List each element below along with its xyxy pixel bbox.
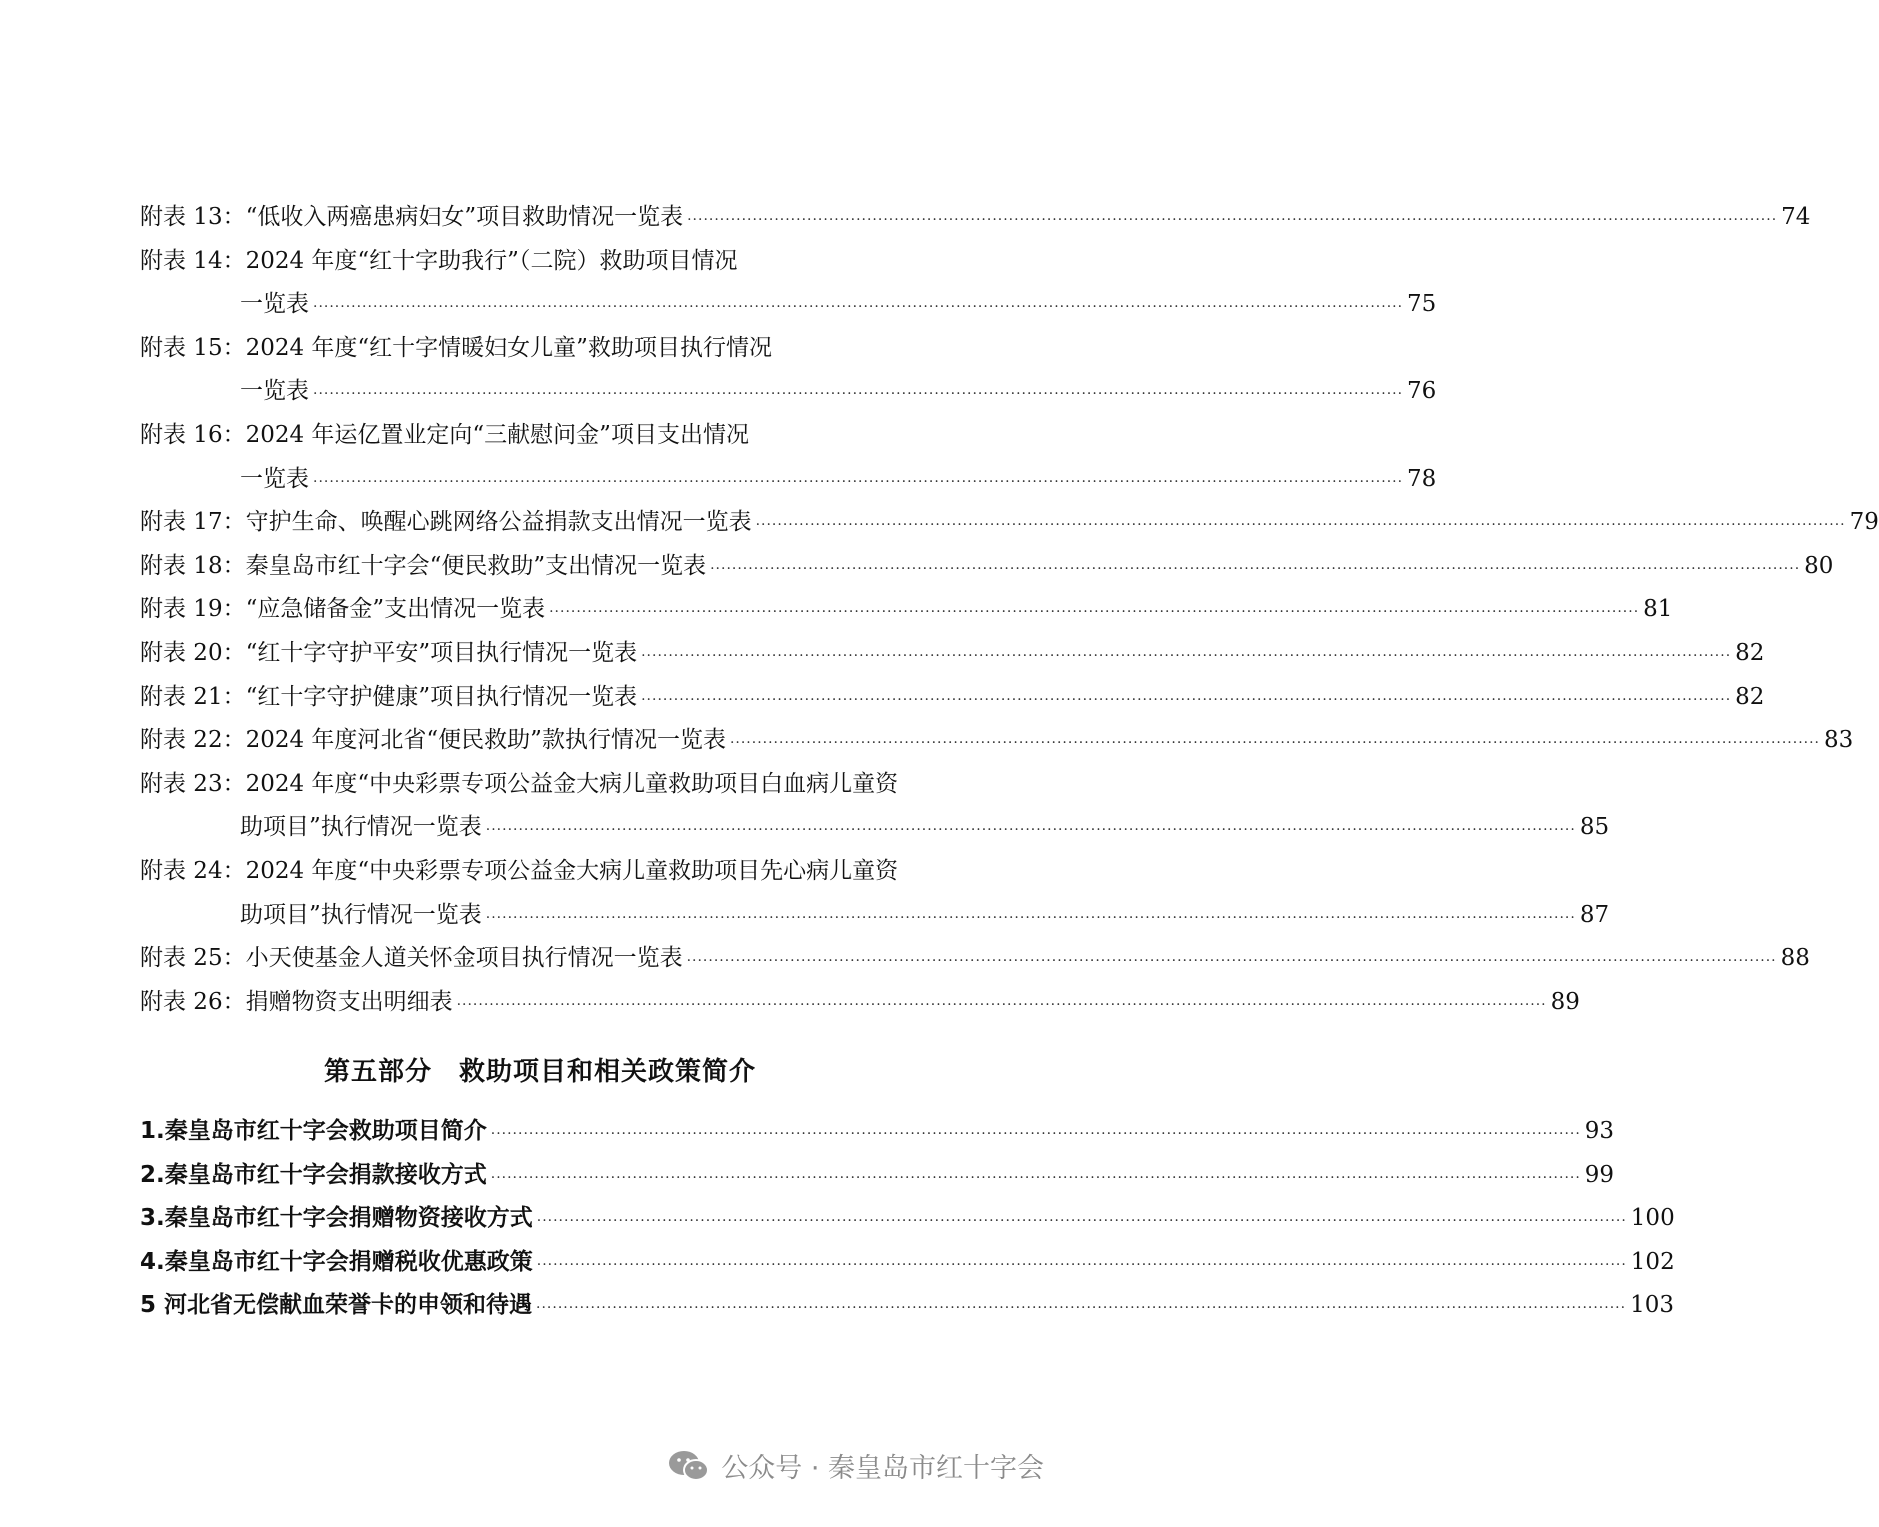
toc-entry-page: 78 [1407, 465, 1437, 492]
toc-entry[interactable] [140, 1284, 1674, 1328]
toc-entry[interactable] [140, 981, 1580, 1025]
toc-entry-label: 附表 24：2024 年度“中央彩票专项公益金大病儿童救助项目先心病儿童资 [140, 857, 899, 884]
toc-entry-page: 82 [1735, 683, 1765, 710]
toc-entry-page: 74 [1781, 204, 1811, 230]
toc-entry-page: 81 [1643, 596, 1673, 623]
toc-entry-label: 2.秦皇岛市红十字会捐款接收方式 [140, 1161, 487, 1188]
toc-entry-label: 附表 26：捐赠物资支出明细表 [140, 988, 453, 1015]
leader-dots: ········································································································································································································ [536, 1256, 1627, 1273]
toc-entry[interactable] [140, 283, 1437, 327]
leader-dots: ········································································································································································································ [536, 1300, 1627, 1317]
toc-entry-page: 87 [1579, 901, 1610, 928]
toc-entry[interactable] [140, 501, 1879, 545]
toc-entry-label: 一览表 [240, 291, 309, 318]
leader-dots: ········································································································································································································ [729, 735, 1820, 752]
leader-dots: ········································································································································································································ [456, 996, 1547, 1013]
toc-entry-label: 附表 19：“应急储备金”支出情况一览表 [140, 596, 546, 623]
toc-entry-label: 4.秦皇岛市红十字会捐赠税收优惠政策 [140, 1248, 533, 1275]
toc-entry[interactable] [140, 458, 1437, 502]
leader-dots: ········································································································································································································ [536, 1213, 1627, 1230]
toc-entry-label: 助项目”执行情况一览表 [240, 901, 482, 928]
toc-entry[interactable] [140, 196, 1811, 240]
toc-entry-page: 103 [1630, 1292, 1674, 1319]
toc-entry-page: 89 [1550, 988, 1580, 1015]
toc-entry-label: 3.秦皇岛市红十字会捐赠物资接收方式 [140, 1205, 533, 1232]
toc-entry-label: 附表 22：2024 年度河北省“便民救助”款执行情况一览表 [140, 727, 726, 754]
toc-entry-label: 附表 15：2024 年度“红十字情暖妇女儿童”救助项目执行情况 [140, 334, 772, 361]
leader-dots: ········································································································································································································ [755, 517, 1846, 534]
section-title: 第五部分 救助项目和相关政策简介 [323, 1057, 756, 1087]
leader-dots: ········································································································································································································ [490, 1126, 1581, 1142]
toc-entry[interactable] [140, 937, 1810, 981]
leader-dots: ········································································································································································································ [687, 212, 1778, 228]
toc-entry-label: 附表 25：小天使基金人道关怀金项目执行情况一览表 [140, 945, 683, 972]
toc-entry[interactable] [140, 806, 1610, 850]
toc-entry-label: 附表 20：“红十字守护平安”项目执行情况一览表 [140, 639, 638, 666]
leader-dots: ········································································································································································································ [710, 560, 1801, 577]
toc-entry-page: 79 [1849, 509, 1879, 536]
toc-entry[interactable] [140, 676, 1765, 720]
toc-entry-label: 5 河北省无偿献血荣誉卡的申领和待遇 [140, 1292, 533, 1319]
toc-entry[interactable] [140, 545, 1834, 589]
toc-entry-page: 85 [1579, 814, 1610, 841]
appendix-toc [140, 196, 1879, 1024]
toc-entry-label: 附表 16：2024 年运亿置业定向“三献慰问金”项目支出情况 [140, 421, 749, 448]
leader-dots: ········································································································································································································ [313, 299, 1404, 316]
toc-entry-label: 附表 21：“红十字守护健康”项目执行情况一览表 [140, 683, 638, 710]
toc-entry[interactable] [140, 1110, 1615, 1154]
toc-entry-page: 82 [1735, 639, 1765, 666]
watermark [667, 1446, 1044, 1485]
toc-entry-label: 一览表 [240, 465, 309, 492]
toc-entry-label: 一览表 [240, 378, 309, 405]
toc-entry-label: 1.秦皇岛市红十字会救助项目简介 [140, 1118, 487, 1144]
toc-entry[interactable] [140, 327, 922, 371]
toc-entry-page: 75 [1407, 291, 1437, 318]
toc-entry[interactable] [140, 588, 1673, 632]
toc-entry[interactable] [140, 894, 1610, 938]
toc-entry[interactable] [140, 850, 922, 894]
toc-entry-label: 附表 23：2024 年度“中央彩票专项公益金大病儿童救助项目白血病儿童资 [140, 770, 899, 797]
toc-entry[interactable] [140, 719, 1854, 763]
leader-dots: ········································································································································································································ [641, 691, 1732, 708]
leader-dots: ········································································································································································································ [485, 909, 1576, 926]
leader-dots: ········································································································································································································ [686, 953, 1777, 970]
toc-entry[interactable] [140, 1197, 1675, 1241]
toc-entry[interactable] [140, 1154, 1615, 1198]
toc-entry-page: 100 [1630, 1205, 1675, 1232]
leader-dots: ········································································································································································································ [313, 386, 1404, 403]
wechat-icon [667, 1449, 711, 1483]
toc-entry[interactable] [140, 1241, 1675, 1285]
leader-dots: ········································································································································································································ [549, 604, 1640, 621]
leader-dots: ········································································································································································································ [485, 822, 1576, 839]
leader-dots: ········································································································································································································ [313, 473, 1404, 490]
toc-entry-page: 76 [1407, 378, 1437, 405]
toc-entry-page: 83 [1824, 727, 1854, 754]
toc-entry-label: 附表 14：2024 年度“红十字助我行”（二院）救助项目情况 [140, 247, 738, 274]
leader-dots: ········································································································································································································ [641, 647, 1732, 664]
toc-entry-page: 80 [1804, 552, 1834, 579]
toc-entry[interactable] [140, 370, 1437, 414]
leader-dots: ········································································································································································································ [490, 1169, 1581, 1186]
toc-entry-label: 附表 18：秦皇岛市红十字会“便民救助”支出情况一览表 [140, 552, 707, 579]
toc-entry-page: 88 [1780, 945, 1810, 972]
toc-entry[interactable] [140, 240, 922, 284]
toc-entry-page: 102 [1630, 1248, 1675, 1275]
toc-entry-page: 93 [1584, 1118, 1615, 1144]
section5-toc [140, 1110, 1675, 1328]
toc-entry[interactable] [140, 632, 1765, 676]
watermark-text: 公众号 · 秦皇岛市红十字会 [721, 1453, 1044, 1484]
toc-entry-label: 助项目”执行情况一览表 [240, 814, 482, 841]
toc-entry-label: 附表 13：“低收入两癌患病妇女”项目救助情况一览表 [140, 204, 684, 230]
toc-entry[interactable] [140, 763, 922, 807]
toc-entry[interactable] [140, 414, 922, 458]
toc-entry-page: 99 [1584, 1161, 1615, 1188]
toc-entry-label: 附表 17：守护生命、唤醒心跳网络公益捐款支出情况一览表 [140, 509, 752, 536]
